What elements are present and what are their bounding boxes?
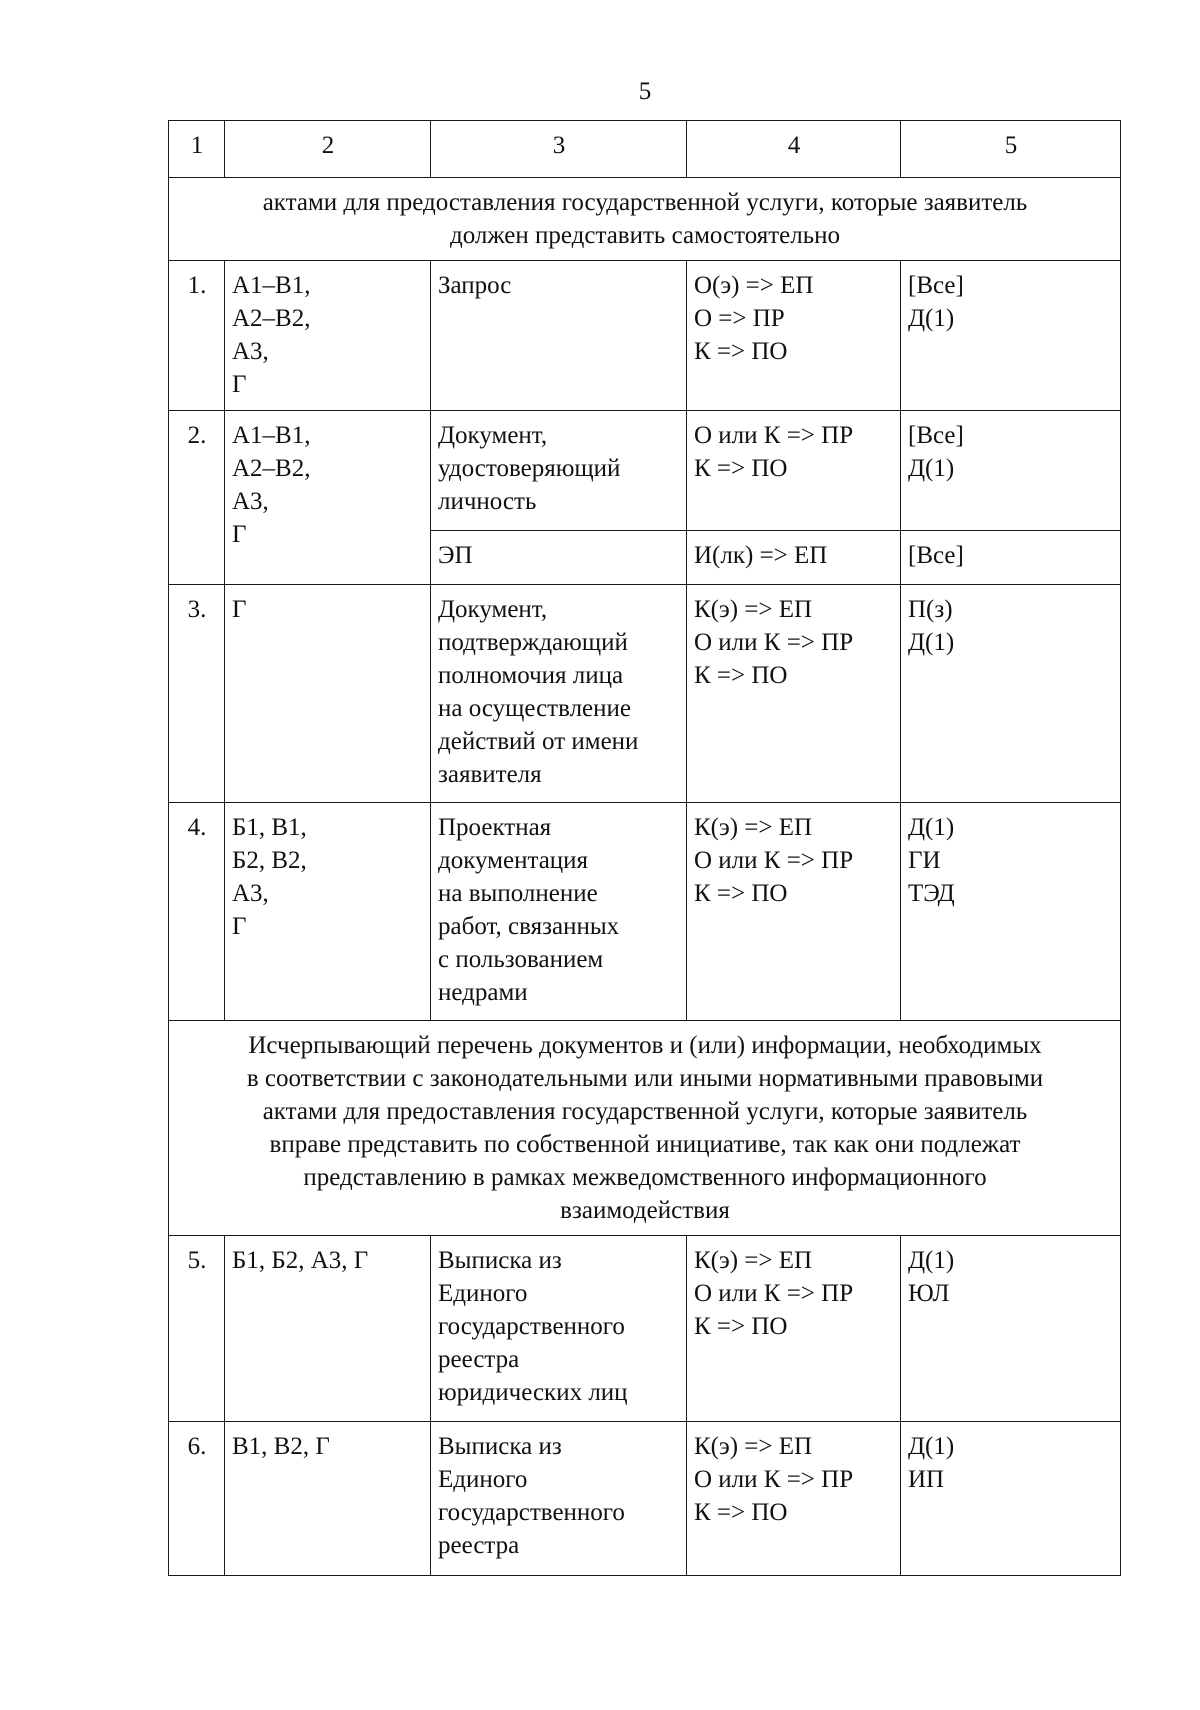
note-cell: [901, 411, 1121, 531]
method-line: О или К => ПР: [694, 847, 854, 874]
header-cell: 1: [169, 121, 225, 178]
section-heading: [169, 1021, 1121, 1236]
note-cell: [901, 261, 1121, 411]
section-row: [169, 1021, 1121, 1236]
document-cell: [431, 411, 687, 531]
categories-cell: [225, 585, 431, 803]
document-line: работ, связанных: [438, 913, 620, 940]
table-header-row: [169, 121, 1121, 178]
category-line: А2–В2,: [232, 305, 311, 332]
section-line: взаимодействия: [560, 1197, 730, 1224]
header-cell: 5: [901, 121, 1121, 178]
document-line: Документ,: [438, 422, 548, 449]
method-cell: [687, 261, 901, 411]
row-number: 2.: [169, 411, 225, 585]
categories-cell: [225, 411, 431, 585]
category-line: В1, В2, Г: [232, 1433, 330, 1460]
note-line: [Все]: [908, 272, 964, 299]
row-number: 6.: [169, 1422, 225, 1576]
document-line: Запрос: [438, 272, 512, 299]
section-heading: [169, 178, 1121, 261]
note-line: П(з): [908, 596, 953, 623]
note-line: ИП: [908, 1466, 945, 1493]
note-line: Д(1): [908, 629, 955, 656]
document-line: ЭП: [438, 542, 473, 569]
categories-cell: [225, 803, 431, 1021]
method-cell: [687, 531, 901, 585]
categories-cell: [225, 1236, 431, 1422]
category-line: А1–В1,: [232, 422, 311, 449]
note-cell: [901, 585, 1121, 803]
document-line: Проектная: [438, 814, 552, 841]
method-cell: [687, 1422, 901, 1576]
document-line: государственного: [438, 1499, 625, 1526]
row-number: 5.: [169, 1236, 225, 1422]
document-line: на выполнение: [438, 880, 598, 907]
category-line: Б1, Б2, А3, Г: [232, 1247, 369, 1274]
note-line: Д(1): [908, 1247, 955, 1274]
note-line: Д(1): [908, 455, 955, 482]
document-line: документация: [438, 847, 589, 874]
note-line: ГИ: [908, 847, 941, 874]
note-line: Д(1): [908, 1433, 955, 1460]
note-line: [Все]: [908, 422, 964, 449]
table-row: [169, 803, 1121, 1021]
document-line: Выписка из: [438, 1247, 562, 1274]
section-line: в соответствии с законодательными или иными нормативными правовыми: [246, 1065, 1044, 1092]
document-cell: [431, 803, 687, 1021]
table-row: [169, 1236, 1121, 1422]
document-cell: [431, 1236, 687, 1422]
document-line: на осуществление: [438, 695, 632, 722]
section-line: представлению в рамках межведомственного информационного: [303, 1164, 987, 1191]
section-line: вправе представить по собственной инициативе, так как они подлежат: [269, 1131, 1021, 1158]
header-cell: 4: [687, 121, 901, 178]
document-line: подтверждающий: [438, 629, 628, 656]
section-line: актами для предоставления государственной услуги, которые заявитель: [262, 189, 1028, 216]
category-line: А1–В1,: [232, 272, 311, 299]
method-cell: [687, 1236, 901, 1422]
method-line: К(э) => ЕП: [694, 1247, 813, 1274]
method-line: К(э) => ЕП: [694, 814, 813, 841]
method-line: К(э) => ЕП: [694, 1433, 813, 1460]
page-number: 5: [638, 78, 652, 105]
document-cell: [431, 531, 687, 585]
document-line: реестра: [438, 1532, 520, 1559]
document-cell: [431, 1422, 687, 1576]
category-line: Б1, В1,: [232, 814, 307, 841]
section-line: Исчерпывающий перечень документов и (или) информации, необходимых: [248, 1032, 1042, 1059]
category-line: Б2, В2,: [232, 847, 307, 874]
table-row: [169, 411, 1121, 531]
category-line: А3,: [232, 488, 269, 515]
row-number: 3.: [169, 585, 225, 803]
document-line: полномочия лица: [438, 662, 624, 689]
documents-table: [168, 120, 1121, 1576]
method-line: К => ПО: [694, 880, 788, 907]
category-line: А2–В2,: [232, 455, 311, 482]
document-line: реестра: [438, 1346, 520, 1373]
method-line: О или К => ПР: [694, 1280, 854, 1307]
note-line: ЮЛ: [908, 1280, 950, 1307]
section-row: [169, 178, 1121, 261]
document-line: Единого: [438, 1466, 528, 1493]
note-line: Д(1): [908, 814, 955, 841]
method-line: О(э) => ЕП: [694, 272, 814, 299]
note-cell: [901, 531, 1121, 585]
table-row: [169, 261, 1121, 411]
method-line: О или К => ПР: [694, 422, 854, 449]
method-line: К => ПО: [694, 338, 788, 365]
category-line: А3,: [232, 880, 269, 907]
document-line: удостоверяющий: [438, 455, 621, 482]
table-row: [169, 585, 1121, 803]
document-cell: [431, 585, 687, 803]
note-cell: [901, 803, 1121, 1021]
method-line: К => ПО: [694, 1499, 788, 1526]
category-line: Г: [232, 521, 247, 548]
method-line: К(э) => ЕП: [694, 596, 813, 623]
document-line: государственного: [438, 1313, 625, 1340]
header-cell: 2: [225, 121, 431, 178]
method-line: К => ПО: [694, 1313, 788, 1340]
document-line: Документ,: [438, 596, 548, 623]
categories-cell: [225, 1422, 431, 1576]
category-line: Г: [232, 913, 247, 940]
note-line: Д(1): [908, 305, 955, 332]
note-cell: [901, 1236, 1121, 1422]
document-line: Выписка из: [438, 1433, 562, 1460]
table-row: [169, 1422, 1121, 1576]
document-line: заявителя: [438, 761, 542, 788]
method-line: К => ПО: [694, 455, 788, 482]
note-line: ТЭД: [908, 880, 955, 907]
document-line: Единого: [438, 1280, 528, 1307]
header-cell: 3: [431, 121, 687, 178]
categories-cell: [225, 261, 431, 411]
note-cell: [901, 1422, 1121, 1576]
method-line: К => ПО: [694, 662, 788, 689]
document-line: действий от имени: [438, 728, 639, 755]
method-line: О или К => ПР: [694, 1466, 854, 1493]
document-line: юридических лиц: [438, 1379, 628, 1406]
note-line: [Все]: [908, 542, 964, 569]
document-line: личность: [438, 488, 537, 515]
method-cell: [687, 803, 901, 1021]
section-line: должен представить самостоятельно: [449, 222, 840, 249]
row-number: 4.: [169, 803, 225, 1021]
method-line: О или К => ПР: [694, 629, 854, 656]
category-line: А3,: [232, 338, 269, 365]
document-line: с пользованием: [438, 946, 604, 973]
row-number: 1.: [169, 261, 225, 411]
method-cell: [687, 411, 901, 531]
method-cell: [687, 585, 901, 803]
method-line: И(лк) => ЕП: [694, 542, 828, 569]
document-line: недрами: [438, 979, 528, 1006]
section-line: актами для предоставления государственной услуги, которые заявитель: [262, 1098, 1028, 1125]
category-line: Г: [232, 596, 247, 623]
method-line: О => ПР: [694, 305, 785, 332]
category-line: Г: [232, 371, 247, 398]
document-cell: [431, 261, 687, 411]
